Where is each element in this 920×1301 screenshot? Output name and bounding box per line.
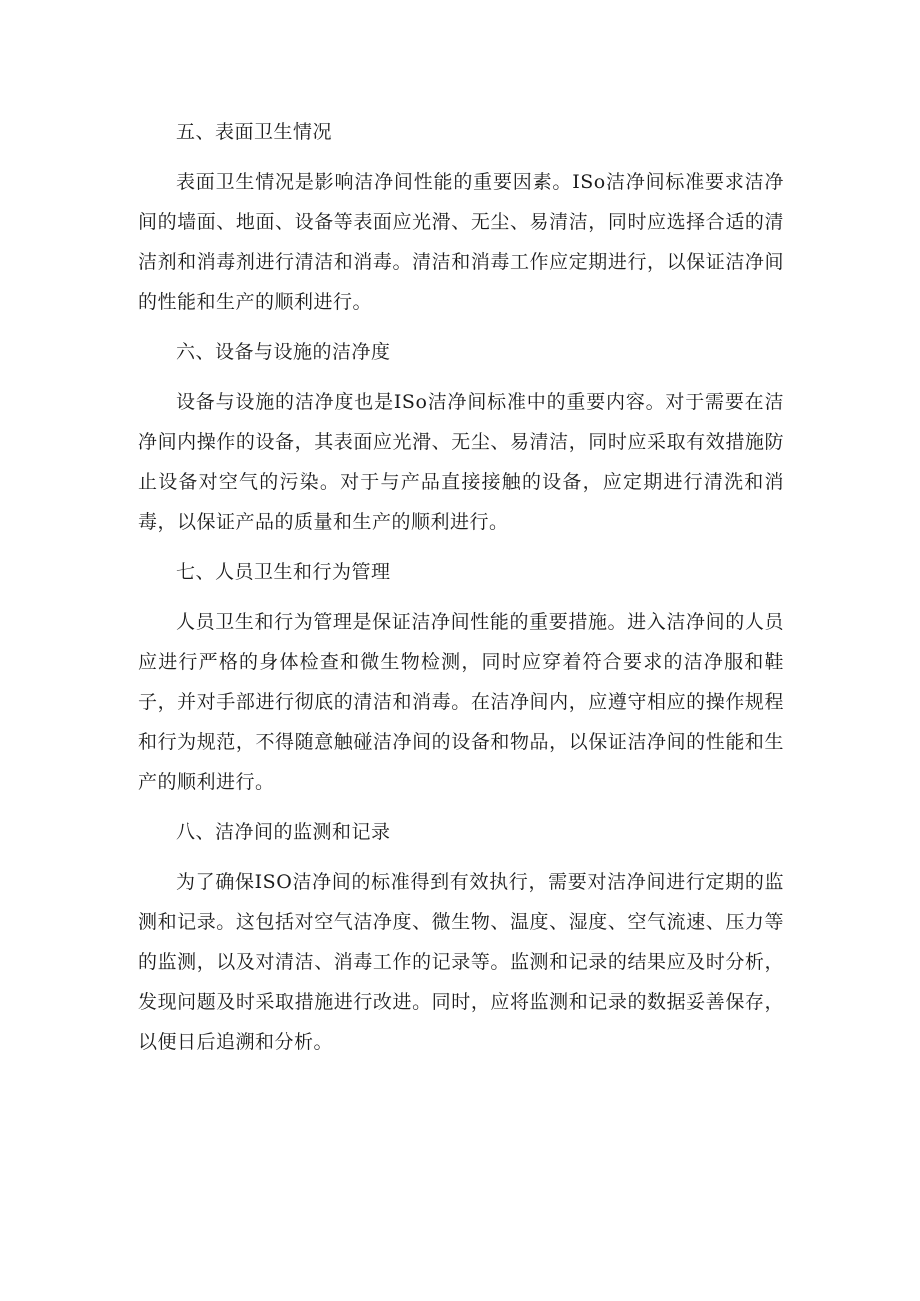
section-body-8: 为了确保ISO洁净间的标准得到有效执行，需要对洁净间进行定期的监测和记录。这包括对空气洁净度、微生物、温度、湿度、空气流速、压力等的监测，以及对清洁、消毒工作的记录等。监测和记录的结果应及时分析，发现问题及时采取措施进行改进。同时，应将监测和记录的数据妥善保存，以便日后追溯和分析。 <box>138 871 784 1053</box>
section-heading-5: 五、表面卫生情况 <box>176 121 333 143</box>
section-heading-8: 八、洁净间的监测和记录 <box>176 821 391 843</box>
document-page <box>138 112 784 1062</box>
section-heading-7: 七、人员卫生和行为管理 <box>176 561 391 583</box>
section-body-7: 人员卫生和行为管理是保证洁净间性能的重要措施。进入洁净间的人员应进行严格的身体检查和微生物检测，同时应穿着符合要求的洁净服和鞋子，并对手部进行彻底的清洁和消毒。在洁净间内，应遵守相应的操作规程和行为规范，不得随意触碰洁净间的设备和物品，以保证洁净间的性能和生产的顺利进行。 <box>138 611 784 793</box>
section-heading-6: 六、设备与设施的洁净度 <box>176 341 391 363</box>
section-body-5: 表面卫生情况是影响洁净间性能的重要因素。ISo洁净间标准要求洁净间的墙面、地面、设备等表面应光滑、无尘、易清洁，同时应选择合适的清洁剂和消毒剂进行清洁和消毒。清洁和消毒工作应定期进行，以保证洁净间的性能和生产的顺利进行。 <box>138 171 784 313</box>
section-body-6: 设备与设施的洁净度也是ISo洁净间标准中的重要内容。对于需要在洁净间内操作的设备，其表面应光滑、无尘、易清洁，同时应采取有效措施防止设备对空气的污染。对于与产品直接接触的设备，应定期进行清洗和消毒，以保证产品的质量和生产的顺利进行。 <box>138 391 784 533</box>
